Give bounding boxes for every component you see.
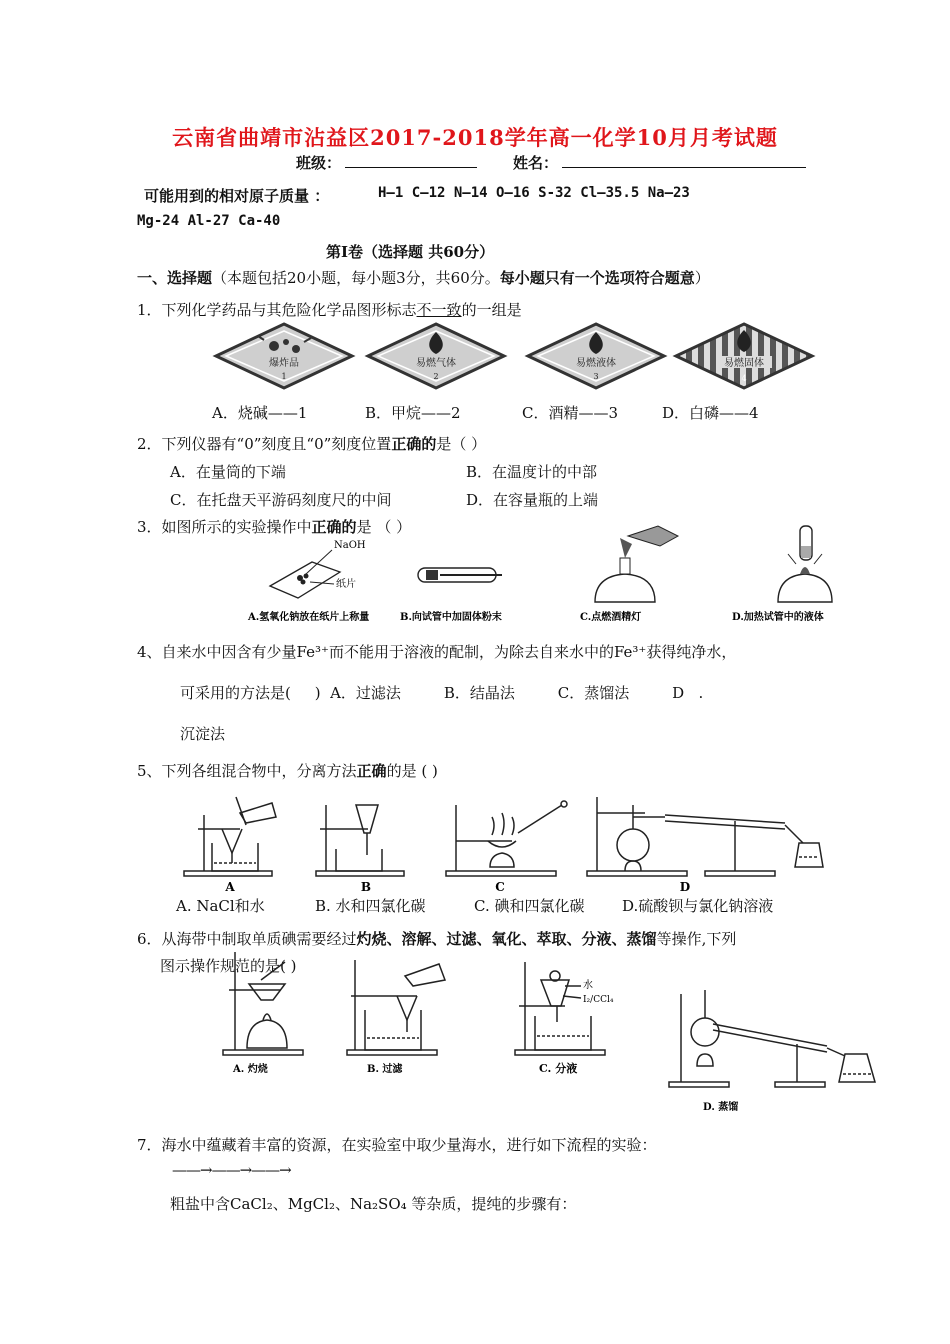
heating-tube-figure bbox=[778, 526, 832, 602]
sign-4-label: 易燃固体 bbox=[724, 358, 764, 369]
q3-stem-a: 3．如图所示的实验操作中 bbox=[137, 518, 312, 536]
q7-stem: 7．海水中蕴藏着丰富的资源，在实验室中取少量海水，进行如下流程的实验： bbox=[137, 1136, 657, 1154]
q2-option-b[interactable]: B．在温度计的中部 bbox=[466, 463, 598, 481]
q4-line2[interactable]: 可采用的方法是( ) A．过滤法 B．结晶法 C．蒸馏法 D . bbox=[180, 684, 704, 702]
explosive-sign-icon bbox=[216, 324, 352, 388]
q5-distillation-apparatus bbox=[587, 797, 823, 876]
q6-line2: 图示操作规范的是( ) bbox=[160, 957, 297, 975]
q5-letter-b: B bbox=[360, 880, 372, 894]
q5-stem-c: 的是 ( ) bbox=[386, 762, 438, 780]
volume-title: 第Ⅰ卷（选择题 共60分） bbox=[326, 243, 495, 261]
q6-figures bbox=[205, 950, 885, 1115]
flammable-liquid-sign-icon bbox=[528, 324, 664, 388]
q3-caption-d: D.加热试管中的液体 bbox=[732, 612, 824, 623]
q2-option-c[interactable]: C．在托盘天平游码刻度尺的中间 bbox=[170, 491, 392, 509]
q4-stem: 4、自来水中因含有少量Fe³⁺而不能用于溶液的配制，为除去自来水中的Fe³⁺获得纯净水， bbox=[137, 643, 737, 661]
q3-stem-c: 是 （ ） bbox=[356, 518, 412, 536]
class-label: 班级： bbox=[296, 154, 342, 172]
q1-option-a[interactable]: A．烧碱——1 bbox=[212, 404, 308, 422]
label-i2-ccl4: I₂/CCl₄ bbox=[583, 995, 614, 1005]
q4-line3[interactable]: 沉淀法 bbox=[180, 725, 226, 743]
sign-4-num: 4 bbox=[741, 374, 747, 383]
name-blank[interactable] bbox=[562, 153, 806, 168]
q3-figures bbox=[240, 524, 890, 624]
q6-caption-c: C. 分液 bbox=[539, 1062, 578, 1075]
q6-caption-a: A. 灼烧 bbox=[233, 1064, 268, 1075]
sign-2-label: 易燃气体 bbox=[416, 358, 456, 369]
q1-stem-b: 的一组是 bbox=[461, 301, 522, 319]
q6-caption-d: D. 蒸馏 bbox=[703, 1102, 739, 1113]
lighting-lamp-figure bbox=[595, 526, 678, 602]
q5-letter-d: D bbox=[679, 880, 691, 894]
page-title: 云南省曲靖市沾益区2017-2018学年高一化学10月月考试题 bbox=[172, 125, 778, 150]
label-naoh: NaOH bbox=[334, 540, 366, 551]
sign-3-label: 易燃液体 bbox=[576, 358, 616, 369]
q7-flow-arrows: ——→——→——→ bbox=[172, 1161, 291, 1179]
section-desc: （本题包括20小题，每小题3分，共60分。 bbox=[212, 269, 500, 287]
q6-distillation-apparatus bbox=[669, 990, 875, 1087]
q1-stem bbox=[137, 299, 522, 320]
q5-letter-a: A bbox=[225, 880, 235, 894]
q2-stem-c: 是（ ） bbox=[436, 435, 487, 453]
q6-caption-b: B. 过滤 bbox=[367, 1064, 403, 1075]
q6-separating-apparatus bbox=[515, 962, 605, 1055]
section-desc-end: ） bbox=[694, 269, 710, 287]
q2-option-d[interactable]: D．在容量瓶的上端 bbox=[466, 491, 599, 509]
sign-2-num: 2 bbox=[433, 372, 439, 381]
flammable-solid-sign-icon bbox=[676, 324, 812, 388]
q2-stem bbox=[137, 433, 486, 454]
q6-burning-apparatus bbox=[223, 952, 303, 1055]
q1-stem-a: 1．下列化学药品与其危险化学品图形标志 bbox=[137, 301, 417, 319]
q6-stem-a: 6．从海带中制取单质碘需要经过 bbox=[137, 930, 357, 948]
masses-line1: H—1 C—12 N—14 O—16 S-32 Cl—35.5 Na—23 bbox=[378, 185, 690, 201]
section-desc-bold: 每小题只有一个选项符合题意 bbox=[499, 269, 695, 287]
q6-stem bbox=[137, 928, 736, 949]
sign-1-num: 1 bbox=[281, 372, 287, 381]
q5-stem-b: 正确 bbox=[356, 762, 387, 780]
label-paper: 纸片 bbox=[336, 579, 356, 590]
q5-option-c[interactable]: C. 碘和四氯化碳 bbox=[474, 897, 585, 915]
q5-filtration-apparatus bbox=[184, 797, 276, 876]
label-water: 水 bbox=[583, 980, 593, 991]
section-heading bbox=[137, 267, 710, 288]
q3-stem-b: 正确的 bbox=[311, 518, 357, 536]
q3-caption-c: C.点燃酒精灯 bbox=[580, 612, 642, 623]
q6-stem-b: 灼烧、溶解、过滤、氧化、萃取、分液、蒸馏 bbox=[356, 930, 657, 948]
class-blank[interactable] bbox=[345, 153, 477, 168]
naoh-on-paper-figure bbox=[270, 540, 366, 598]
q5-option-b[interactable]: B. 水和四氯化碳 bbox=[315, 897, 426, 915]
hazard-signs bbox=[214, 322, 814, 392]
q5-option-d[interactable]: D.硫酸钡与氯化钠溶液 bbox=[622, 897, 774, 915]
q1-option-d[interactable]: D．白磷——4 bbox=[662, 404, 759, 422]
q3-caption-a: A.氢氧化钠放在纸片上称量 bbox=[248, 612, 370, 623]
section-heading-text: 一、选择题 bbox=[137, 269, 213, 287]
q7-line3: 粗盐中含CaCl₂、MgCl₂、Na₂SO₄ 等杂质，提纯的步骤有： bbox=[170, 1195, 577, 1213]
q2-stem-a: 2．下列仪器有“0”刻度且“0”刻度位置 bbox=[137, 435, 392, 453]
q5-figures bbox=[180, 795, 840, 895]
q6-stem-c: 等操作,下列 bbox=[656, 930, 737, 948]
q5-stem-a: 5、下列各组混合物中，分离方法 bbox=[137, 762, 357, 780]
masses-label: 可能用到的相对原子质量 ： bbox=[144, 187, 330, 205]
q1-stem-underline: 不一致 bbox=[416, 301, 462, 319]
q5-letter-c: C bbox=[495, 880, 505, 894]
sign-1-label: 爆炸品 bbox=[269, 358, 299, 369]
flammable-gas-sign-icon bbox=[368, 324, 504, 388]
q5-option-a[interactable]: A. NaCl和水 bbox=[176, 897, 265, 915]
test-tube-powder-figure bbox=[418, 568, 502, 582]
sign-3-num: 3 bbox=[593, 372, 599, 381]
name-label: 姓名： bbox=[513, 154, 559, 172]
q6-filtration-apparatus bbox=[347, 960, 445, 1055]
q3-caption-b: B.向试管中加固体粉末 bbox=[400, 612, 502, 623]
q1-option-b[interactable]: B．甲烷——2 bbox=[365, 404, 461, 422]
masses-line2: Mg-24 Al-27 Ca-40 bbox=[137, 213, 281, 229]
q5-evaporation-apparatus bbox=[446, 801, 567, 876]
q2-option-a[interactable]: A．在量筒的下端 bbox=[170, 463, 286, 481]
q1-option-c[interactable]: C．酒精——3 bbox=[522, 404, 619, 422]
q5-stem bbox=[137, 760, 438, 781]
q2-stem-b: 正确的 bbox=[391, 435, 437, 453]
q5-separatory-funnel bbox=[316, 805, 404, 876]
